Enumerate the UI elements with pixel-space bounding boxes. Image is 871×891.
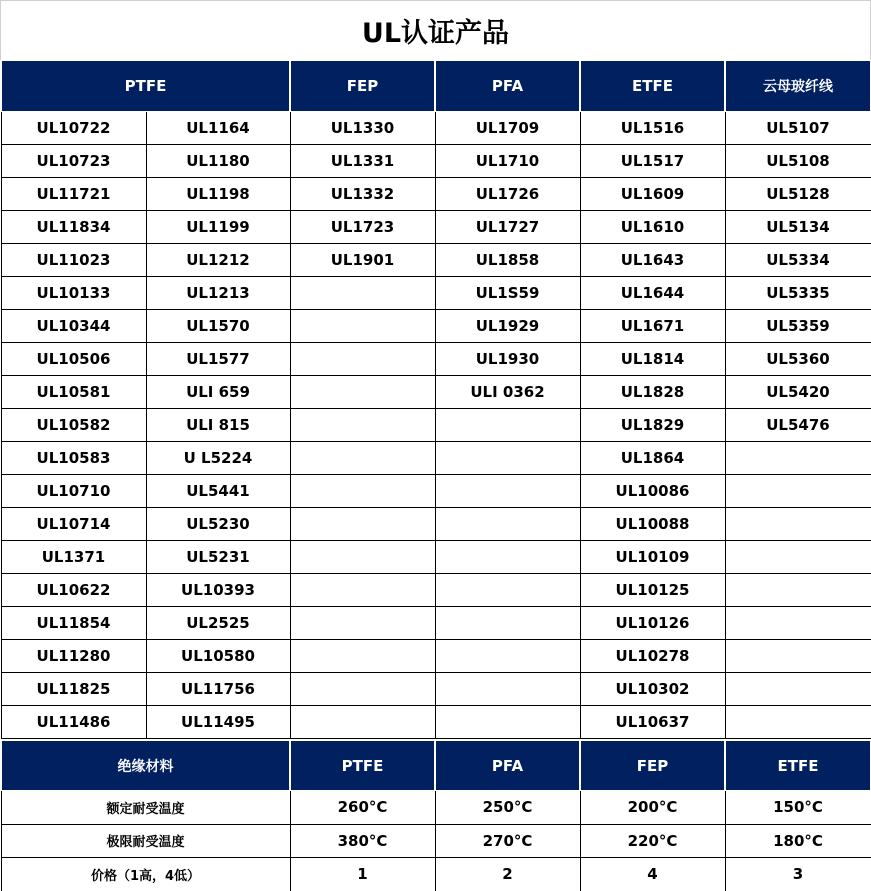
- cell-etfe: UL1517: [580, 145, 725, 178]
- cell-mica: UL5108: [725, 145, 871, 178]
- cell-fep: [290, 409, 435, 442]
- cell-etfe: UL10109: [580, 541, 725, 574]
- cell-etfe: UL1671: [580, 310, 725, 343]
- cell-fep: [290, 343, 435, 376]
- cell-etfe: UL10125: [580, 574, 725, 607]
- cell-ptfe-a: UL10622: [1, 574, 146, 607]
- cell-fep: [290, 607, 435, 640]
- cell-etfe: UL10637: [580, 706, 725, 739]
- cell-ptfe-a: UL1371: [1, 541, 146, 574]
- cell-pfa: [435, 508, 580, 541]
- cell-mica: UL5334: [725, 244, 871, 277]
- cell-fep: UL1332: [290, 178, 435, 211]
- cell-fep: UL1331: [290, 145, 435, 178]
- props-header-material: 绝缘材料: [1, 741, 290, 791]
- props-header-ptfe: PTFE: [290, 741, 435, 791]
- cell-fep: [290, 442, 435, 475]
- header-mica-glass-fiber: 云母玻纤线: [725, 61, 871, 112]
- table-row: [1, 706, 871, 739]
- props-value: 4: [580, 858, 725, 891]
- table-row: [1, 607, 871, 640]
- props-header-etfe: ETFE: [725, 741, 871, 791]
- material-properties-table: [0, 740, 871, 891]
- table-row: [1, 178, 871, 211]
- cell-ptfe-a: UL10723: [1, 145, 146, 178]
- cell-ptfe-b: ULI 659: [146, 376, 290, 409]
- cell-ptfe-b: UL5441: [146, 475, 290, 508]
- cell-ptfe-b: UL5231: [146, 541, 290, 574]
- cell-fep: [290, 706, 435, 739]
- props-row: [1, 791, 871, 825]
- cell-mica: UL5335: [725, 277, 871, 310]
- props-value: 180°C: [725, 824, 871, 858]
- cell-mica: [725, 541, 871, 574]
- props-header-fep: FEP: [580, 741, 725, 791]
- cell-ptfe-b: UL1164: [146, 112, 290, 145]
- cell-etfe: UL1828: [580, 376, 725, 409]
- cell-ptfe-b: UL1180: [146, 145, 290, 178]
- cell-pfa: UL1S59: [435, 277, 580, 310]
- cell-etfe: UL1829: [580, 409, 725, 442]
- cell-ptfe-b: UL1570: [146, 310, 290, 343]
- props-row-label: 价格（1高，4低）: [1, 858, 290, 891]
- cell-pfa: [435, 442, 580, 475]
- cell-fep: UL1330: [290, 112, 435, 145]
- props-value: 3: [725, 858, 871, 891]
- cell-mica: UL5360: [725, 343, 871, 376]
- cell-pfa: [435, 574, 580, 607]
- table-row: [1, 145, 871, 178]
- cell-pfa: UL1710: [435, 145, 580, 178]
- cell-etfe: UL1610: [580, 211, 725, 244]
- cell-mica: [725, 475, 871, 508]
- cell-ptfe-b: UL1213: [146, 277, 290, 310]
- cell-mica: UL5107: [725, 112, 871, 145]
- cell-fep: [290, 640, 435, 673]
- cell-ptfe-b: U L5224: [146, 442, 290, 475]
- props-row-label: 额定耐受温度: [1, 791, 290, 825]
- cell-ptfe-a: UL10506: [1, 343, 146, 376]
- cell-ptfe-a: UL11854: [1, 607, 146, 640]
- cell-etfe: UL10302: [580, 673, 725, 706]
- props-value: 260°C: [290, 791, 435, 825]
- cell-etfe: UL1643: [580, 244, 725, 277]
- cell-fep: [290, 574, 435, 607]
- props-value: 270°C: [435, 824, 580, 858]
- cell-ptfe-b: UL1212: [146, 244, 290, 277]
- props-value: 250°C: [435, 791, 580, 825]
- cell-pfa: [435, 541, 580, 574]
- table-row: [1, 673, 871, 706]
- cell-fep: UL1901: [290, 244, 435, 277]
- cell-pfa: [435, 640, 580, 673]
- cell-ptfe-b: UL10393: [146, 574, 290, 607]
- props-value: 200°C: [580, 791, 725, 825]
- cell-mica: UL5420: [725, 376, 871, 409]
- table-row: [1, 475, 871, 508]
- header-row: [1, 61, 871, 112]
- cell-ptfe-b: UL1577: [146, 343, 290, 376]
- cell-ptfe-a: UL11834: [1, 211, 146, 244]
- cell-mica: [725, 706, 871, 739]
- cell-mica: [725, 508, 871, 541]
- cell-ptfe-a: UL11825: [1, 673, 146, 706]
- cell-fep: [290, 673, 435, 706]
- cell-ptfe-a: UL11023: [1, 244, 146, 277]
- cell-mica: UL5476: [725, 409, 871, 442]
- cell-pfa: ULI 0362: [435, 376, 580, 409]
- cell-ptfe-b: ULI 815: [146, 409, 290, 442]
- table-row: [1, 310, 871, 343]
- table-row: [1, 409, 871, 442]
- table-row: [1, 508, 871, 541]
- cell-fep: [290, 475, 435, 508]
- cell-pfa: UL1726: [435, 178, 580, 211]
- props-header-row: [1, 741, 871, 791]
- props-value: 2: [435, 858, 580, 891]
- cell-etfe: UL1516: [580, 112, 725, 145]
- cell-pfa: UL1858: [435, 244, 580, 277]
- cell-fep: [290, 277, 435, 310]
- cell-pfa: UL1709: [435, 112, 580, 145]
- cell-ptfe-b: UL2525: [146, 607, 290, 640]
- cell-ptfe-b: UL1199: [146, 211, 290, 244]
- cell-ptfe-a: UL10714: [1, 508, 146, 541]
- cell-ptfe-b: UL10580: [146, 640, 290, 673]
- cell-ptfe-a: UL11486: [1, 706, 146, 739]
- cell-fep: UL1723: [290, 211, 435, 244]
- props-row: [1, 858, 871, 891]
- cell-etfe: UL1814: [580, 343, 725, 376]
- ul-products-table: [0, 60, 871, 739]
- table-row: [1, 211, 871, 244]
- props-value: 150°C: [725, 791, 871, 825]
- props-value: 380°C: [290, 824, 435, 858]
- cell-fep: [290, 376, 435, 409]
- cell-pfa: [435, 409, 580, 442]
- cell-mica: [725, 673, 871, 706]
- table-row: [1, 541, 871, 574]
- cell-pfa: [435, 475, 580, 508]
- cell-pfa: [435, 673, 580, 706]
- header-ptfe: PTFE: [1, 61, 290, 112]
- header-etfe: ETFE: [580, 61, 725, 112]
- header-fep: FEP: [290, 61, 435, 112]
- cell-ptfe-a: UL10582: [1, 409, 146, 442]
- cell-pfa: [435, 706, 580, 739]
- cell-fep: [290, 541, 435, 574]
- cell-etfe: UL10126: [580, 607, 725, 640]
- cell-ptfe-a: UL11721: [1, 178, 146, 211]
- table-row: [1, 244, 871, 277]
- table-row: [1, 640, 871, 673]
- cell-fep: [290, 310, 435, 343]
- props-header-pfa: PFA: [435, 741, 580, 791]
- cell-ptfe-a: UL10583: [1, 442, 146, 475]
- table-row: [1, 442, 871, 475]
- table-row: [1, 112, 871, 145]
- cell-etfe: UL10086: [580, 475, 725, 508]
- table-row: [1, 343, 871, 376]
- cell-ptfe-a: UL10133: [1, 277, 146, 310]
- cell-fep: [290, 508, 435, 541]
- header-pfa: PFA: [435, 61, 580, 112]
- table-row: [1, 277, 871, 310]
- props-row: [1, 824, 871, 858]
- props-value: 1: [290, 858, 435, 891]
- props-value: 220°C: [580, 824, 725, 858]
- cell-mica: UL5128: [725, 178, 871, 211]
- cell-ptfe-b: UL1198: [146, 178, 290, 211]
- cell-etfe: UL1644: [580, 277, 725, 310]
- cell-pfa: UL1727: [435, 211, 580, 244]
- cell-mica: [725, 640, 871, 673]
- cell-pfa: [435, 607, 580, 640]
- cell-etfe: UL10278: [580, 640, 725, 673]
- cell-etfe: UL10088: [580, 508, 725, 541]
- cell-etfe: UL1864: [580, 442, 725, 475]
- cell-mica: [725, 574, 871, 607]
- cell-ptfe-a: UL10722: [1, 112, 146, 145]
- table-row: [1, 574, 871, 607]
- cell-ptfe-a: UL10581: [1, 376, 146, 409]
- page-title: UL认证产品: [0, 0, 871, 60]
- cell-ptfe-a: UL11280: [1, 640, 146, 673]
- table-row: [1, 376, 871, 409]
- cell-pfa: UL1930: [435, 343, 580, 376]
- cell-ptfe-a: UL10344: [1, 310, 146, 343]
- cell-etfe: UL1609: [580, 178, 725, 211]
- cell-mica: [725, 442, 871, 475]
- cell-ptfe-b: UL11756: [146, 673, 290, 706]
- props-row-label: 极限耐受温度: [1, 824, 290, 858]
- cell-mica: UL5359: [725, 310, 871, 343]
- cell-ptfe-b: UL5230: [146, 508, 290, 541]
- cell-ptfe-b: UL11495: [146, 706, 290, 739]
- cell-mica: UL5134: [725, 211, 871, 244]
- cell-pfa: UL1929: [435, 310, 580, 343]
- cell-ptfe-a: UL10710: [1, 475, 146, 508]
- cell-mica: [725, 607, 871, 640]
